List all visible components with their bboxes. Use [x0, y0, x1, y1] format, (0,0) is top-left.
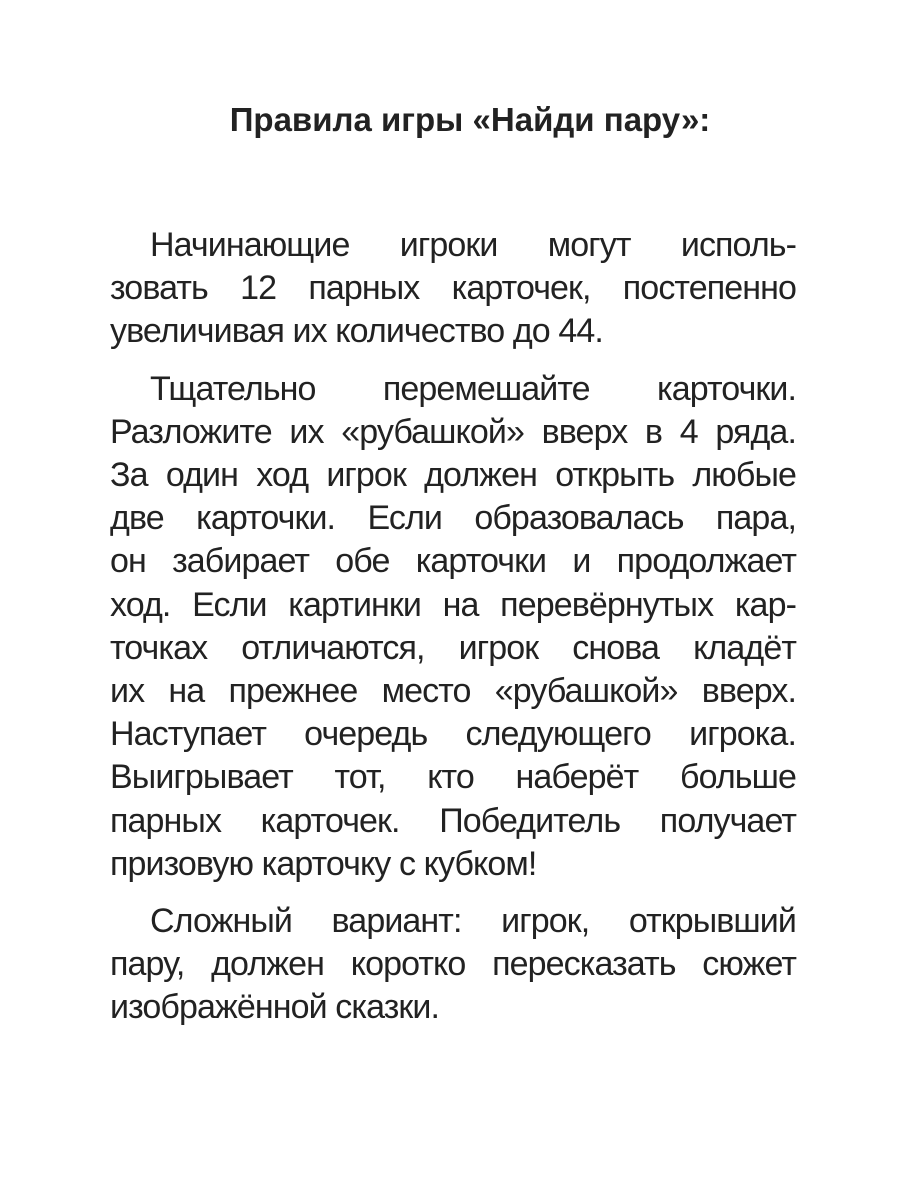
- text-line: он забирает обе карточки и продолжает: [110, 542, 796, 581]
- text-line: Начинающие игроки могут исполь-: [150, 226, 796, 264]
- rules-body: [110, 224, 796, 1044]
- paragraph-gameplay: [110, 368, 796, 886]
- paragraph-advanced-variant: [110, 900, 796, 1030]
- text-line: призовую карточку с кубком!: [110, 844, 537, 883]
- text-line: их на прежнее место «рубашкой» вверх.: [110, 672, 796, 711]
- page-title: Правила игры «Найди пару»:: [229, 101, 711, 138]
- text-line: ход. Если картинки на перевёрнутых кар-: [110, 585, 796, 624]
- text-line: парных карточек. Победитель получает: [110, 801, 796, 840]
- text-line: увеличивая их количество до 44.: [110, 312, 603, 351]
- text-line: изображённой сказки.: [110, 988, 440, 1027]
- text-line: Разложите их «рубашкой» вверх в 4 ряда.: [110, 412, 796, 451]
- text-line: За один ход игрок должен открыть любые: [110, 456, 796, 495]
- text-line: точках отличаются, игрок снова кладёт: [110, 628, 796, 667]
- text-line: Наступает очередь следующего игрока.: [110, 715, 796, 754]
- text-line: Тщательно перемешайте карточки.: [150, 369, 796, 408]
- text-line: две карточки. Если образовалась пара,: [110, 499, 796, 538]
- paragraph-beginners: [110, 224, 796, 354]
- text-line: Выигрывает тот, кто наберёт больше: [110, 758, 796, 797]
- text-line: пару, должен коротко пересказать сюжет: [110, 945, 796, 984]
- text-line: Сложный вариант: игрок, открывший: [150, 902, 796, 941]
- text-line: зовать 12 парных карточек, постепенно: [110, 269, 796, 308]
